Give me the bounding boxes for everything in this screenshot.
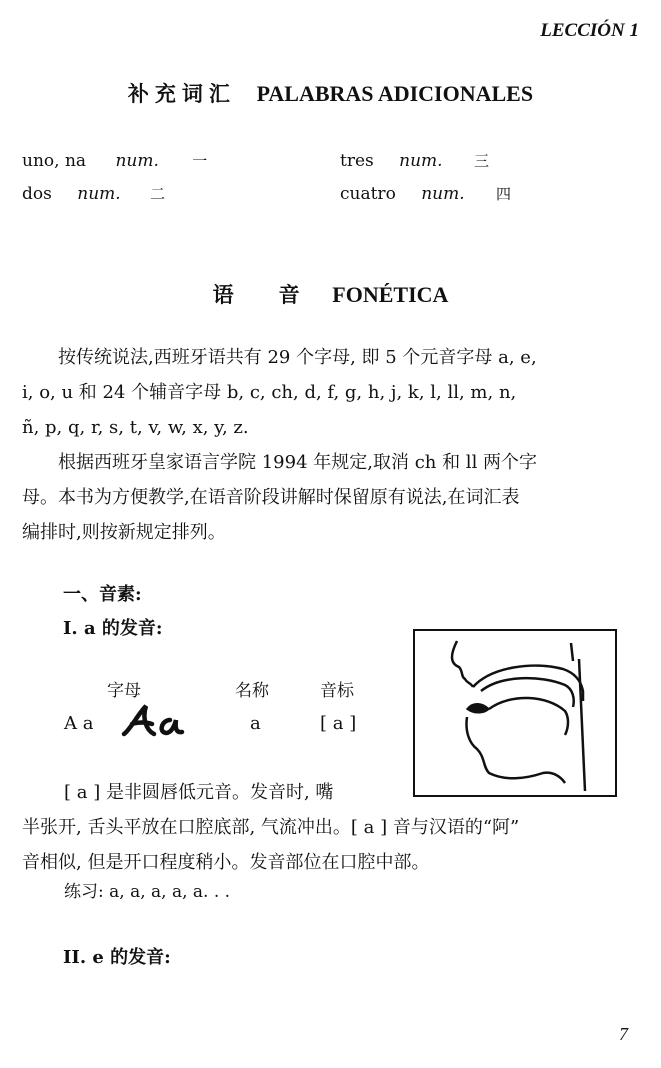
vocab-pos: num.	[115, 151, 159, 171]
a-description-paragraph	[22, 775, 642, 880]
column-header-letter: 字母	[107, 681, 141, 701]
paragraph-line: 按传统说法,西班牙语共有 29 个字母, 即 5 个元音字母 a, e,	[22, 347, 537, 368]
vocab-chinese: 四	[496, 185, 512, 203]
letter-print: A a	[64, 713, 94, 734]
lesson-header: LECCIÓN 1	[540, 20, 639, 41]
vocab-pos: num.	[77, 184, 121, 204]
vocab-word: cuatro	[340, 184, 396, 204]
section-title-zh: 补充词汇	[127, 81, 236, 106]
intro-paragraph	[22, 340, 642, 550]
paragraph-line: 音相似, 但是开口程度稍小。发音部位在口腔中部。	[22, 852, 430, 873]
vocab-item	[22, 183, 165, 204]
section-title-zh: 语 音	[212, 282, 312, 307]
page-number: 7	[619, 1024, 628, 1044]
phonemes-heading: 一、音素:	[63, 584, 142, 605]
e-pronunciation-heading: II. e 的发音:	[63, 947, 171, 968]
a-pronunciation-heading: I. a 的发音:	[63, 618, 163, 639]
vocab-chinese: 一	[192, 152, 208, 170]
vocab-word: tres	[340, 151, 374, 171]
section-title-phonetics	[0, 279, 661, 309]
vocab-chinese: 二	[150, 185, 166, 203]
column-header-name: 名称	[235, 681, 269, 701]
handwritten-letter-a	[120, 700, 190, 746]
vocab-chinese: 三	[473, 152, 489, 170]
paragraph-line: i, o, u 和 24 个辅音字母 b, c, ch, d, f, g, h, j, k, l, ll, m, n,	[22, 382, 517, 403]
column-header-symbol: 音标	[320, 681, 354, 701]
section-title-additional-vocab	[0, 78, 661, 108]
paragraph-line: ñ, p, q, r, s, t, v, w, x, y, z.	[22, 417, 249, 438]
practice-line: 练习: a, a, a, a, a. . .	[64, 882, 231, 902]
letter-name: a	[250, 713, 261, 734]
vocab-word: dos	[22, 184, 52, 204]
section-title-es: FONÉTICA	[332, 282, 449, 307]
vocab-item	[340, 183, 511, 204]
vocab-pos: num.	[399, 151, 443, 171]
paragraph-line: 编排时,则按新规定排列。	[22, 522, 226, 543]
paragraph-line: 半张开, 舌头平放在口腔底部, 气流冲出。[ a ] 音与汉语的“阿”	[22, 817, 520, 838]
vocab-word: uno, na	[22, 151, 87, 171]
vocab-pos: num.	[421, 184, 465, 204]
vocab-item	[22, 150, 207, 171]
paragraph-line: 根据西班牙皇家语言学院 1994 年规定,取消 ch 和 ll 两个字	[22, 452, 538, 473]
vocab-item	[340, 150, 489, 171]
paragraph-line: [ a ] 是非圆唇低元音。发音时, 嘴	[64, 782, 334, 803]
section-title-es: PALABRAS ADICIONALES	[256, 81, 534, 106]
paragraph-line: 母。本书为方便教学,在语音阶段讲解时保留原有说法,在词汇表	[22, 487, 520, 508]
mouth-articulation-diagram	[413, 629, 617, 797]
phonetic-symbol: [ a ]	[320, 713, 357, 734]
